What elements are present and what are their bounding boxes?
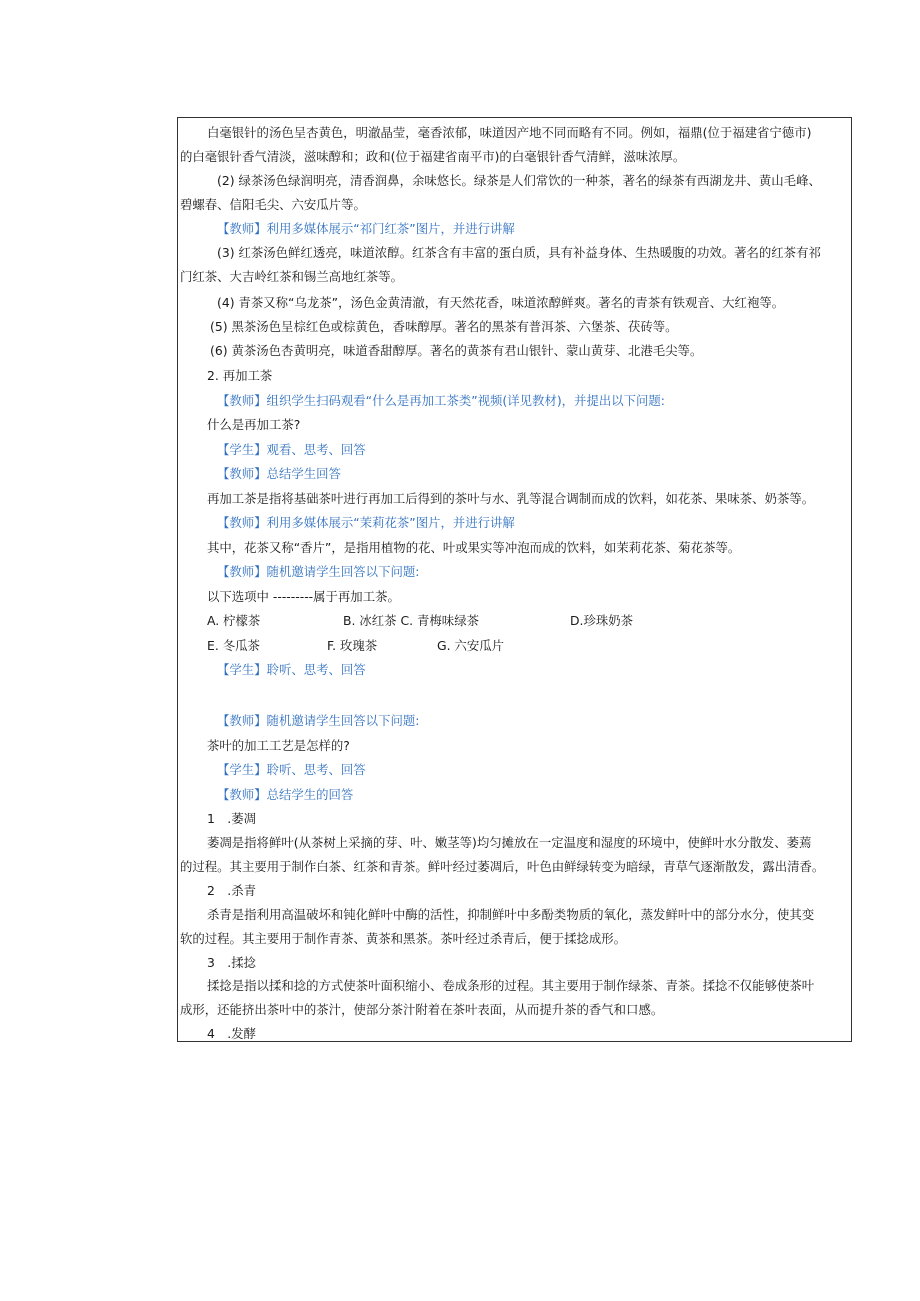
paragraph-line: 门红茶、大吉岭红茶和锡兰高地红茶等。 — [180, 269, 404, 284]
teacher-note: 【教师】随机邀请学生回答以下问题: — [217, 713, 420, 728]
paragraph-line: 萎凋是指将鲜叶(从茶树上采摘的芽、叶、嫩茎等)均匀摊放在一定温度和湿度的环境中，使鲜叶水分散发、萎蔫 — [207, 835, 812, 850]
section-heading: 1 .萎凋 — [207, 811, 256, 826]
section-heading: 4 .发酵 — [207, 1026, 256, 1041]
section-heading: 2 .杀青 — [207, 883, 256, 898]
paragraph-line: (3) 红茶汤色鲜红透亮，味道浓醇。红茶含有丰富的蛋白质，具有补益身体、生热暖腹的功效。著名的红茶有祁 — [217, 245, 821, 260]
paragraph-line: (2) 绿茶汤色绿润明亮，清香润鼻，余味悠长。绿茶是人们常饮的一种茶，著名的绿茶有西湖龙井、黄山毛峰、 — [217, 173, 821, 188]
paragraph-line: 的过程。其主要用于制作白茶、红茶和青茶。鲜叶经过萎凋后，叶色由鲜绿转变为暗绿，青草气逐渐散发，露出清香。 — [180, 859, 825, 874]
question-line: 茶叶的加工工艺是怎样的? — [207, 738, 350, 753]
question-line: 什么是再加工茶? — [207, 417, 301, 432]
student-note: 【学生】聆听、思考、回答 — [217, 662, 366, 677]
teacher-note: 【教师】利用多媒体展示“茉莉花茶”图片，并进行讲解 — [217, 515, 515, 530]
section-heading: 3 .揉捻 — [207, 955, 256, 970]
option-a: A. 柠檬茶 — [207, 613, 261, 628]
paragraph-line: (4) 青茶又称“乌龙茶”，汤色金黄清澈，有天然花香，味道浓醇鲜爽。著名的青茶有铁观音、大红袍等。 — [217, 295, 785, 310]
option-g: G. 六安瓜片 — [437, 638, 505, 653]
section-heading: 2. 再加工茶 — [207, 368, 273, 383]
paragraph-line: 成形，还能挤出茶叶中的茶汁，使部分茶汁附着在茶叶表面，从而提升茶的香气和口感。 — [180, 1002, 664, 1017]
student-note: 【学生】聆听、思考、回答 — [217, 762, 366, 777]
paragraph-line: 杀青是指利用高温破坏和钝化鲜叶中酶的活性，抑制鲜叶中多酚类物质的氧化，蒸发鲜叶中的部分水分，使其变 — [207, 907, 815, 922]
question-line: 以下选项中 ---------属于再加工茶。 — [207, 589, 400, 604]
student-note: 【学生】观看、思考、回答 — [217, 442, 366, 457]
option-e: E. 冬瓜茶 — [207, 638, 260, 653]
paragraph-line: 白毫银针的汤色呈杏黄色，明澈晶莹，毫香浓郁，味道因产地不同而略有不同。例如，福鼎(位于福建省宁德市) — [207, 125, 812, 140]
paragraph-line: 再加工茶是指将基础茶叶进行再加工后得到的茶叶与水、乳等混合调制而成的饮料，如花茶、果味茶、奶茶等。 — [207, 491, 815, 506]
teacher-note: 【教师】随机邀请学生回答以下问题: — [217, 564, 420, 579]
teacher-note: 【教师】总结学生回答 — [217, 466, 341, 481]
teacher-note: 【教师】组织学生扫码观看“什么是再加工茶类”视频(详见教材)，并提出以下问题: — [217, 393, 665, 408]
option-d: D.珍珠奶茶 — [570, 613, 634, 628]
paragraph-line: 揉捻是指以揉和捻的方式使茶叶面积缩小、卷成条形的过程。其主要用于制作绿茶、青茶。揉捻不仅能够使茶叶 — [207, 978, 815, 993]
paragraph-line: (5) 黑茶汤色呈棕红色或棕黄色，香味醇厚。著名的黑茶有普洱茶、六堡茶、茯砖等。 — [210, 319, 678, 334]
paragraph-line: 其中，花茶又称“香片”，是指用植物的花、叶或果实等冲泡而成的饮料，如茉莉花茶、菊花茶等。 — [207, 540, 741, 555]
paragraph-line: 碧螺春、信阳毛尖、六安瓜片等。 — [180, 197, 366, 212]
paragraph-line: 软的过程。其主要用于制作青茶、黄茶和黑茶。茶叶经过杀青后，便于揉捻成形。 — [180, 931, 627, 946]
paragraph-line: 的白毫银针香气清淡，滋味醇和；政和(位于福建省南平市)的白毫银针香气清鲜，滋味浓厚。 — [180, 149, 686, 164]
teacher-note: 【教师】利用多媒体展示“祁门红茶”图片，并进行讲解 — [217, 221, 515, 236]
option-b-c: B. 冰红茶 C. 青梅味绿茶 — [343, 613, 479, 628]
option-f: F. 玫瑰茶 — [327, 638, 378, 653]
teacher-note: 【教师】总结学生的回答 — [217, 787, 354, 802]
paragraph-line: (6) 黄茶汤色杏黄明亮，味道香甜醇厚。著名的黄茶有君山银针、蒙山黄芽、北港毛尖等。 — [210, 343, 703, 358]
